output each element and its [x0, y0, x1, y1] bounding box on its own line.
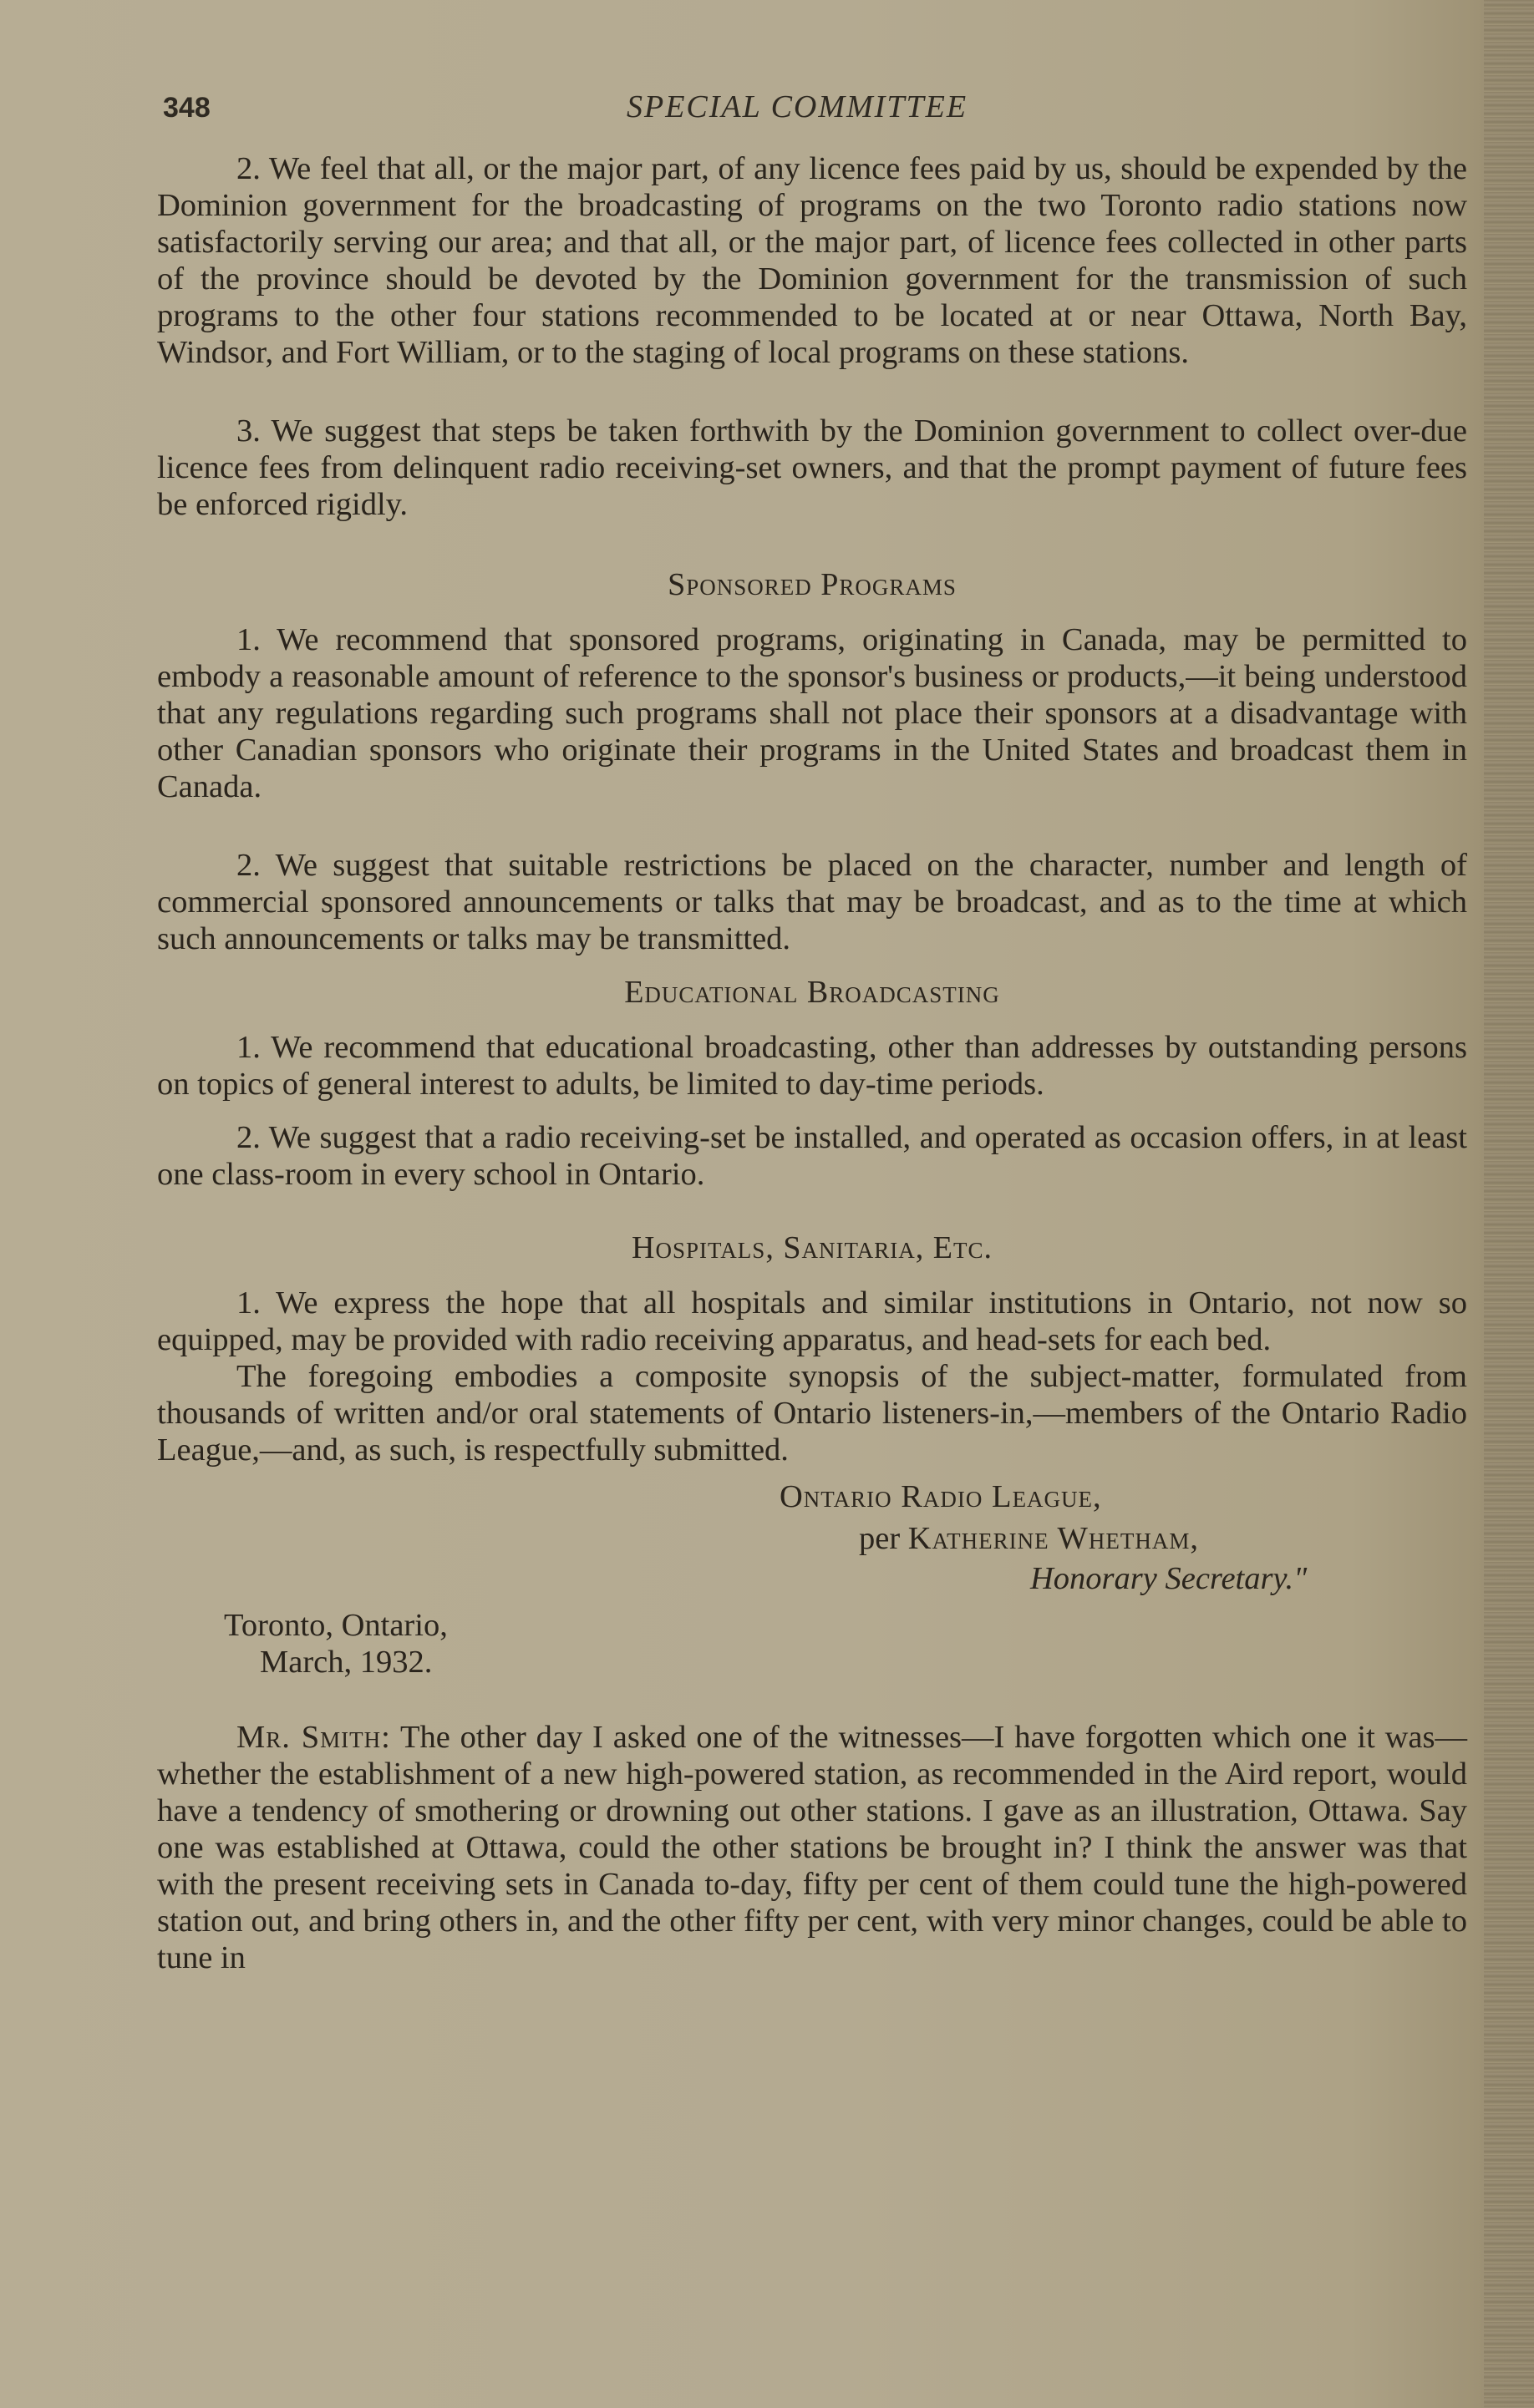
speaker-name: Mr. Smith: — [236, 1720, 391, 1755]
dateline-date: March, 1932. — [260, 1645, 433, 1680]
paragraph-educational-2: 2. We suggest that a radio receiving-set be installed, and operated as occasion offers, in at least one class-room in every school in Ontario. — [157, 1120, 1467, 1192]
paragraph-licence-fees: 2. We feel that all, or the major part, of any licence fees paid by us, should be expended by the Dominion government for the broadcasting of programs on the two Toronto radio stations now satisfactorily serving our area; and that all, or the major part, of licence fees collected in other parts of the province should be devoted by the Dominion government for the transmission of such programs to the other four stations recommended to be located at or near Ottawa, North Bay, Windsor, and Fort William, or to the staging of local programs on these stations. — [157, 151, 1467, 370]
section-heading-sponsored: Sponsored Programs — [668, 567, 957, 602]
paragraph-educational-1: 1. We recommend that educational broadcasting, other than addresses by outstanding persons on topics of general interest to adults, be limited to day-time periods. — [157, 1030, 1467, 1102]
running-head: SPECIAL COMMITTEE — [627, 89, 968, 124]
page-edge-shadow — [1484, 0, 1534, 2408]
paragraph-testimony — [157, 1719, 1467, 1976]
paragraph-collect-fees: 3. We suggest that steps be taken forthwith by the Dominion government to collect over-due licence fees from delinquent radio receiving-set owners, and that the prompt payment of future fees be enforced rigidly. — [157, 413, 1467, 522]
signature-per: per — [859, 1521, 901, 1556]
signature-per-line — [157, 1520, 1467, 1557]
signature-name: Katherine Whetham, — [907, 1521, 1199, 1556]
page-number: 348 — [163, 92, 211, 124]
page-header — [163, 85, 1466, 135]
paragraph-hospitals-1: 1. We express the hope that all hospitals and similar institutions in Ontario, not now so equipped, may be provided with radio receiving apparatus, and head-sets for each bed. — [157, 1285, 1467, 1357]
section-heading-hospitals: Hospitals, Sanitaria, Etc. — [632, 1230, 993, 1265]
dateline-place: Toronto, Ontario, — [224, 1608, 448, 1643]
section-heading-educational: Educational Broadcasting — [624, 975, 1000, 1010]
paragraph-foregoing: The foregoing embodies a composite synopsis of the subject-matter, formulated from thousands of written and/or oral statements of Ontario listeners-in,—members of the Ontario Radio League,—and, as such, is respectfully submitted. — [157, 1359, 1467, 1468]
paragraph-sponsored-2: 2. We suggest that suitable restrictions be placed on the character, number and length of commercial sponsored announcements or talks that may be broadcast, and as to the time at which such announcements or talks may be transmitted. — [157, 848, 1467, 956]
testimony-text: The other day I asked one of the witnesses—I have forgotten which one it was—whether the establishment of a new high-powered station, as recommended in the Aird report, would have a tendency of smothering or drowning out other stations. I gave as an illustration, Ottawa. Say one was established at Ottawa, could the other stations be brought in? I think the answer was that with the present receiving sets in Canada to-day, fifty per cent of them could tune the high-powered station out, and bring others in, and the other fifty per cent, with very minor changes, could be able to tune in — [157, 1720, 1467, 1975]
signature-organization: Ontario Radio League, — [780, 1479, 1102, 1514]
paragraph-sponsored-1: 1. We recommend that sponsored programs, originating in Canada, may be permitted to embody a reasonable amount of reference to the sponsor's business or products,—it being understood that any regulations regarding such programs shall not place their sponsors at a disadvantage with other Canadian sponsors who originate their programs in the United States and broadcast them in Canada. — [157, 622, 1467, 804]
body-text — [157, 150, 1467, 1976]
signature-title: Honorary Secretary." — [1030, 1561, 1308, 1596]
signature-block — [157, 1478, 1467, 1597]
